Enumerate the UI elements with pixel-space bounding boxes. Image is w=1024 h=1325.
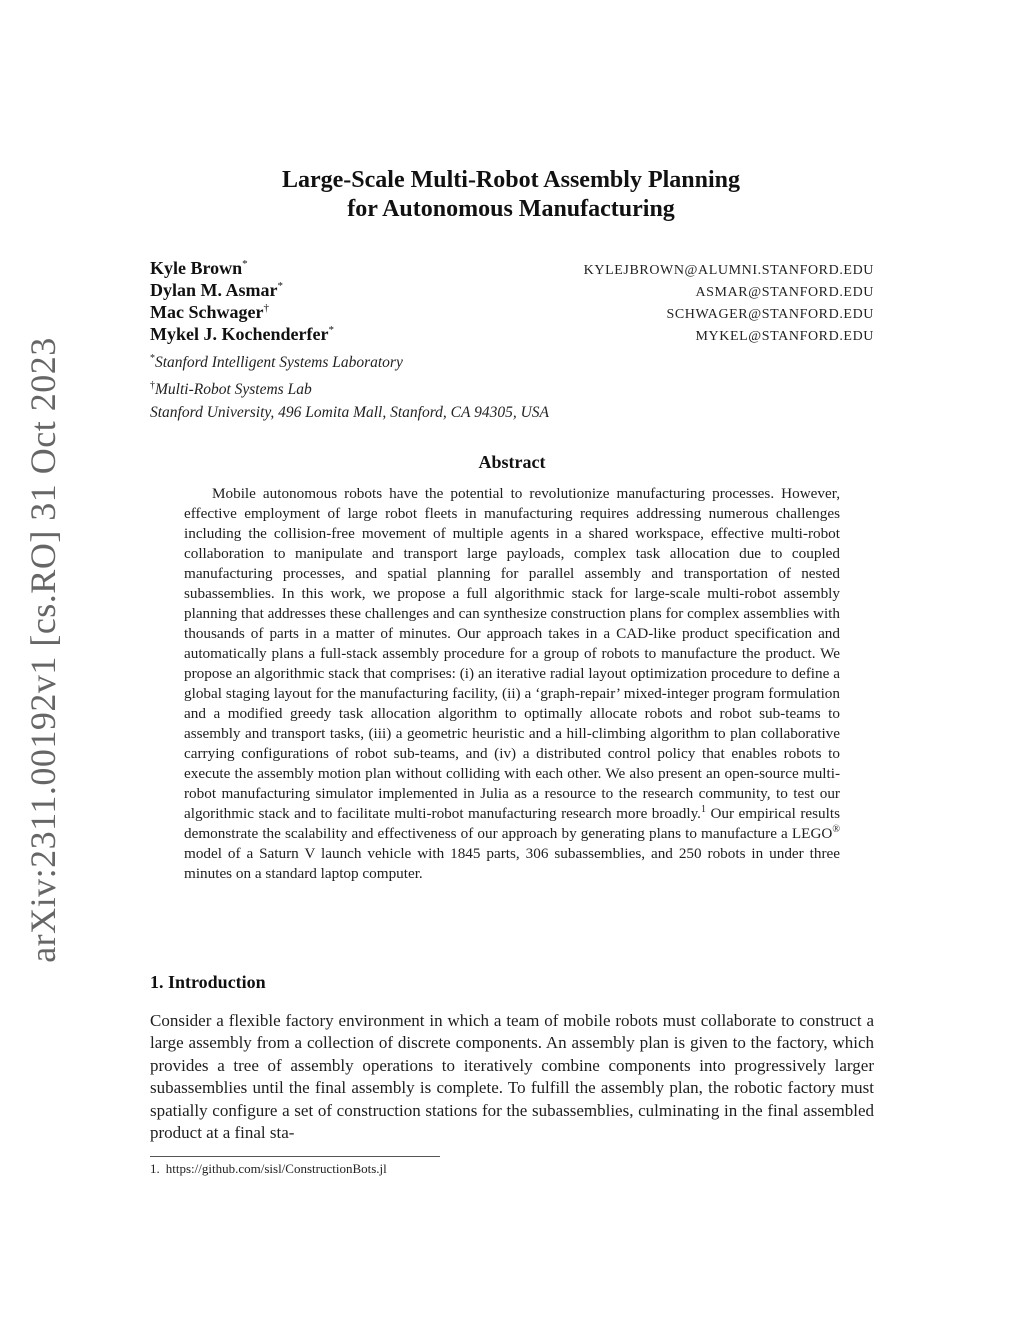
author-name: Mykel J. Kochenderfer* [150,324,334,344]
author-row [150,302,874,324]
author-email: ASMAR@STANFORD.EDU [695,285,874,300]
footnote-number: 1. [150,1161,160,1176]
title-line-2: for Autonomous Manufacturing [347,196,675,222]
affiliation-line: Stanford University, 496 Lomita Mall, Stanford, CA 94305, USA [150,404,549,422]
author-email: SCHWAGER@STANFORD.EDU [666,307,874,322]
arxiv-identifier [8,337,78,963]
abstract-body [184,484,840,884]
paper-title [150,166,872,224]
footnote-link[interactable]: https://github.com/sisl/ConstructionBots.jl [165,1161,387,1176]
footnote-divider [150,1156,440,1157]
author-row [150,324,874,346]
author-row [150,280,874,302]
affiliations [150,347,549,424]
abstract-text: Mobile autonomous robots have the potential to revolutionize manufacturing processes. However, effective employment of large robot fleets in manufacturing requires addressing numerous challenges including the collision-free movement of multiple agents in a shared workspace, effective multi-robot collaboration to manipulate and transport large payloads, complex task allocation due to coupled manufacturing processes, and spatial planning for parallel assembly and transportation of nested subassemblies. In this work, we propose a full algorithmic stack for large-scale multi-robot assembly planning that addresses these challenges and can synthesize construction plans for complex assemblies with thousands of parts in a matter of minutes. Our approach takes in a CAD-like product specification and automatically plans a full-stack assembly procedure for a group of robots to manufacture the product. We propose an algorithmic stack that comprises: (i) an iterative radial layout optimization procedure to define a global staging layout for the manufacturing facility, (ii) a ‘graph-repair’ mixed-integer program formulation and a modified greedy task allocation algorithm to optimally allocate robots and robot sub-teams to assembly and transport tasks, (iii) a geometric heuristic and a hill-climbing algorithm to plan collaborative carrying configurations of robot sub-teams, and (iv) a distributed control policy that enables robots to execute the assembly motion plan without colliding with each other. We also present an open-source multi-robot manufacturing simulator implemented in Julia as a resource to the research community, to test our algorithmic stack and to facilitate multi-robot manufacturing research more broadly. [184,485,840,822]
author-block [150,258,874,346]
abstract-heading: Abstract [478,452,546,472]
author-row [150,258,874,280]
section-heading-introduction: 1. Introduction [150,972,266,992]
abstract-text: Our empirical results demonstrate the scalability and effectiveness of our approach by generating plans to manufacture a LEGO [184,805,840,842]
abstract-text: model of a Saturn V launch vehicle with 1845 parts, 306 subassemblies, and 250 robots in under three minutes on a standard laptop computer. [184,845,840,882]
author-name: Mac Schwager† [150,302,269,322]
author-name: Kyle Brown* [150,258,248,278]
footnote-ref[interactable]: 1 [700,803,706,815]
author-email: KYLEJBROWN@ALUMNI.STANFORD.EDU [583,263,874,278]
affiliation-line: †Multi-Robot Systems Lab [150,380,312,399]
introduction-body: Consider a flexible factory environment in which a team of mobile robots must collaborate to construct a large assembly from a collection of discrete components. An assembly plan is given to the factory, which provides a tree of assembly operations to iteratively combine components into progressively larger subassemblies until the final assembly is complete. To fulfill the assembly plan, the robotic factory must spatially configure a set of construction stations for the subassemblies, culminating in the final assembled product at a final sta- [150,1011,874,1143]
footnote [150,1161,387,1177]
arxiv-identifier-text: arXiv:2311.00192v1 [cs.RO] 31 Oct 2023 [23,337,63,963]
author-name: Dylan M. Asmar* [150,280,283,300]
affiliation-line: *Stanford Intelligent Systems Laboratory [150,353,403,372]
title-line-1: Large-Scale Multi-Robot Assembly Planning [281,167,740,193]
registered-mark: ® [832,823,840,835]
author-email: MYKEL@STANFORD.EDU [695,329,874,344]
